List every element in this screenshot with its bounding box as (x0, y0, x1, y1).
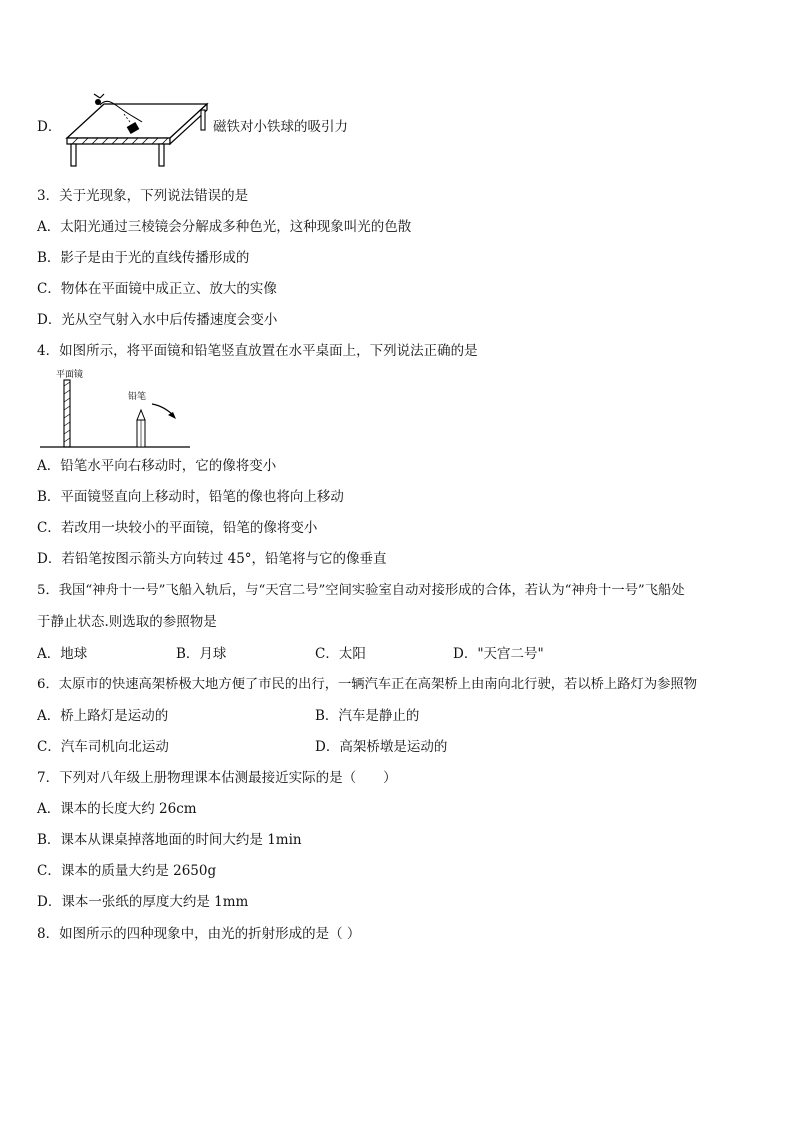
q3-option-a: A．太阳光通过三棱镜会分解成多种色光，这种现象叫光的色散 (37, 219, 412, 235)
q7-stem: 7．下列对八年级上册物理课本估测最接近实际的是（ ） (37, 770, 397, 786)
q7-option-c: C．课本的质量大约是 2650g (37, 863, 217, 879)
q4-stem: 4．如图所示，将平面镜和铅笔竖直放置在水平桌面上，下列说法正确的是 (37, 343, 478, 359)
q2-option-d-text: 磁铁对小铁球的吸引力 (213, 119, 348, 135)
q3-option-b: B．影子是由于光的直线传播形成的 (37, 250, 250, 266)
q4-option-d: D．若铅笔按图示箭头方向转过 45°，铅笔将与它的像垂直 (37, 551, 387, 567)
q3-stem: 3．关于光现象，下列说法错误的是 (37, 188, 249, 204)
q5-option-a: A．地球 (37, 646, 88, 662)
q7-option-b: B．课本从课桌掉落地面的时间大约是 1min (37, 832, 302, 848)
q5-option-d: D．"天宫二号" (453, 646, 544, 662)
q4-option-b: B．平面镜竖直向上移动时，铅笔的像也将向上移动 (37, 489, 344, 505)
q7-option-a: A．课本的长度大约 26cm (37, 801, 197, 817)
q7-option-d: D．课本一张纸的厚度大约是 1mm (37, 894, 249, 910)
q5-option-c: C．太阳 (315, 646, 366, 662)
mirror-pencil-figure (40, 368, 195, 450)
pencil-label: 铅笔 (128, 392, 147, 402)
q6-option-d: D．高架桥墩是运动的 (315, 739, 448, 755)
mirror-label: 平面镜 (56, 370, 84, 380)
q4-option-c: C．若改用一块较小的平面镜，铅笔的像将变小 (37, 520, 318, 536)
q2-option-d-letter: D． (37, 119, 62, 135)
q4-option-a: A．铅笔水平向右移动时，它的像将变小 (37, 458, 277, 474)
magnet-table-figure (64, 92, 209, 168)
q3-option-d: D．光从空气射入水中后传播速度会变小 (37, 312, 278, 328)
q6-option-b: B．汽车是静止的 (315, 708, 420, 724)
q8-stem: 8．如图所示的四种现象中，由光的折射形成的是（ ） (37, 926, 361, 942)
q5-stem-line2: 于静止状态.则选取的参照物是 (37, 614, 217, 630)
q3-option-c: C．物体在平面镜中成正立、放大的实像 (37, 281, 277, 297)
q5-option-b: B．月球 (176, 646, 227, 662)
q6-option-a: A．桥上路灯是运动的 (37, 708, 169, 724)
q6-stem: 6．太原市的快速高架桥极大地方便了市民的出行，一辆汽车正在高架桥上由南向北行驶，若以桥上路灯为参照物 (37, 677, 698, 692)
q5-stem-line1: 5．我国“神舟十一号”飞船入轨后，与“天宫二号”空间实验室自动对接形成的合体，若认为“神舟十一号”飞船处 (37, 583, 685, 598)
q6-option-c: C．汽车司机向北运动 (37, 739, 169, 755)
